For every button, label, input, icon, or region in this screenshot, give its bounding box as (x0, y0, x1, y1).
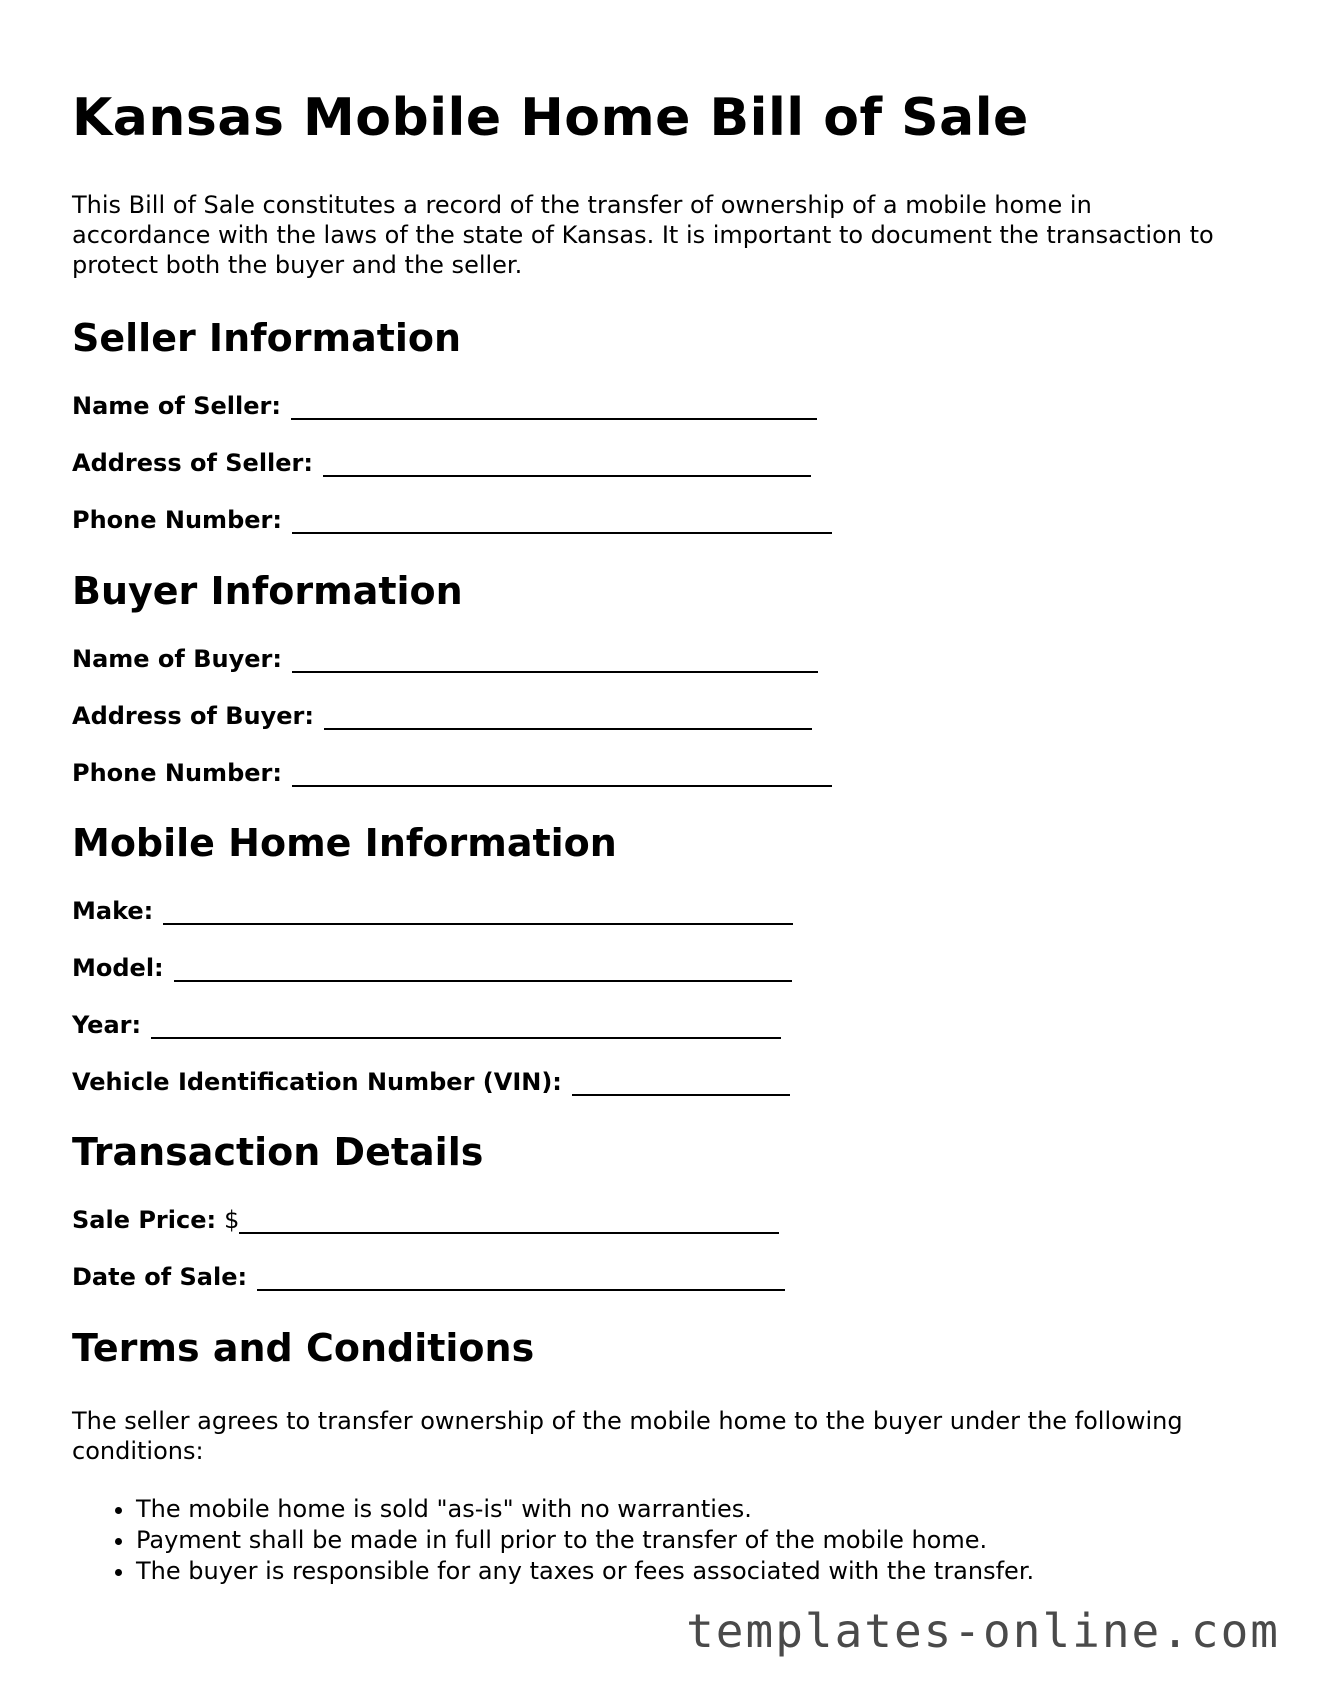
make-field (72, 897, 793, 925)
list-item: • The buyer is responsible for any taxes or fees associated with the transfer. (136, 1556, 1034, 1587)
make-label: Make: (72, 897, 154, 925)
terms-list (72, 1494, 1034, 1587)
list-item: • Payment shall be made in full prior to the transfer of the mobile home. (136, 1525, 1034, 1556)
seller-phone-field (72, 506, 832, 534)
seller-heading: Seller Information (72, 316, 462, 360)
buyer-address-label: Address of Buyer: (72, 702, 314, 730)
mobile-home-heading: Mobile Home Information (72, 821, 617, 865)
document-title: Kansas Mobile Home Bill of Sale (72, 88, 1029, 148)
model-input[interactable] (174, 954, 792, 982)
model-field (72, 954, 792, 982)
watermark: templates-online.com (686, 1604, 1280, 1658)
sale-price-input[interactable] (239, 1206, 779, 1234)
date-of-sale-field (72, 1263, 785, 1291)
intro-paragraph: This Bill of Sale constitutes a record of the transfer of ownership of a mobile home in accordance with the laws of the state of Kansas. It is important to document the transaction to protect both the buyer and the seller. (72, 191, 1214, 279)
seller-phone-label: Phone Number: (72, 506, 282, 534)
seller-name-input[interactable] (291, 392, 817, 420)
seller-phone-input[interactable] (292, 506, 832, 534)
buyer-address-input[interactable] (324, 702, 812, 730)
buyer-address-field (72, 702, 812, 730)
seller-name-label: Name of Seller: (72, 392, 281, 420)
list-item: • The mobile home is sold "as-is" with no warranties. (136, 1494, 1034, 1525)
buyer-phone-field (72, 759, 832, 787)
currency-symbol: $ (224, 1206, 240, 1234)
year-input[interactable] (151, 1011, 781, 1039)
date-of-sale-label: Date of Sale: (72, 1263, 248, 1291)
buyer-name-field (72, 645, 818, 673)
terms-heading: Terms and Conditions (72, 1326, 535, 1370)
sale-price-label: Sale Price: (72, 1206, 217, 1234)
make-input[interactable] (163, 897, 793, 925)
seller-address-field (72, 449, 811, 477)
vin-input[interactable] (572, 1068, 790, 1096)
date-of-sale-input[interactable] (257, 1263, 785, 1291)
vin-field (72, 1068, 790, 1096)
vin-label: Vehicle Identification Number (VIN): (72, 1068, 562, 1096)
buyer-heading: Buyer Information (72, 569, 463, 613)
year-label: Year: (72, 1011, 142, 1039)
buyer-name-label: Name of Buyer: (72, 645, 282, 673)
seller-name-field (72, 392, 817, 420)
year-field (72, 1011, 781, 1039)
seller-address-label: Address of Seller: (72, 449, 313, 477)
terms-paragraph: The seller agrees to transfer ownership of the mobile home to the buyer under the following conditions: (72, 1407, 1183, 1465)
seller-address-input[interactable] (323, 449, 811, 477)
model-label: Model: (72, 954, 164, 982)
buyer-phone-input[interactable] (292, 759, 832, 787)
buyer-name-input[interactable] (292, 645, 818, 673)
buyer-phone-label: Phone Number: (72, 759, 282, 787)
transaction-heading: Transaction Details (72, 1130, 484, 1174)
sale-price-field (72, 1206, 779, 1234)
